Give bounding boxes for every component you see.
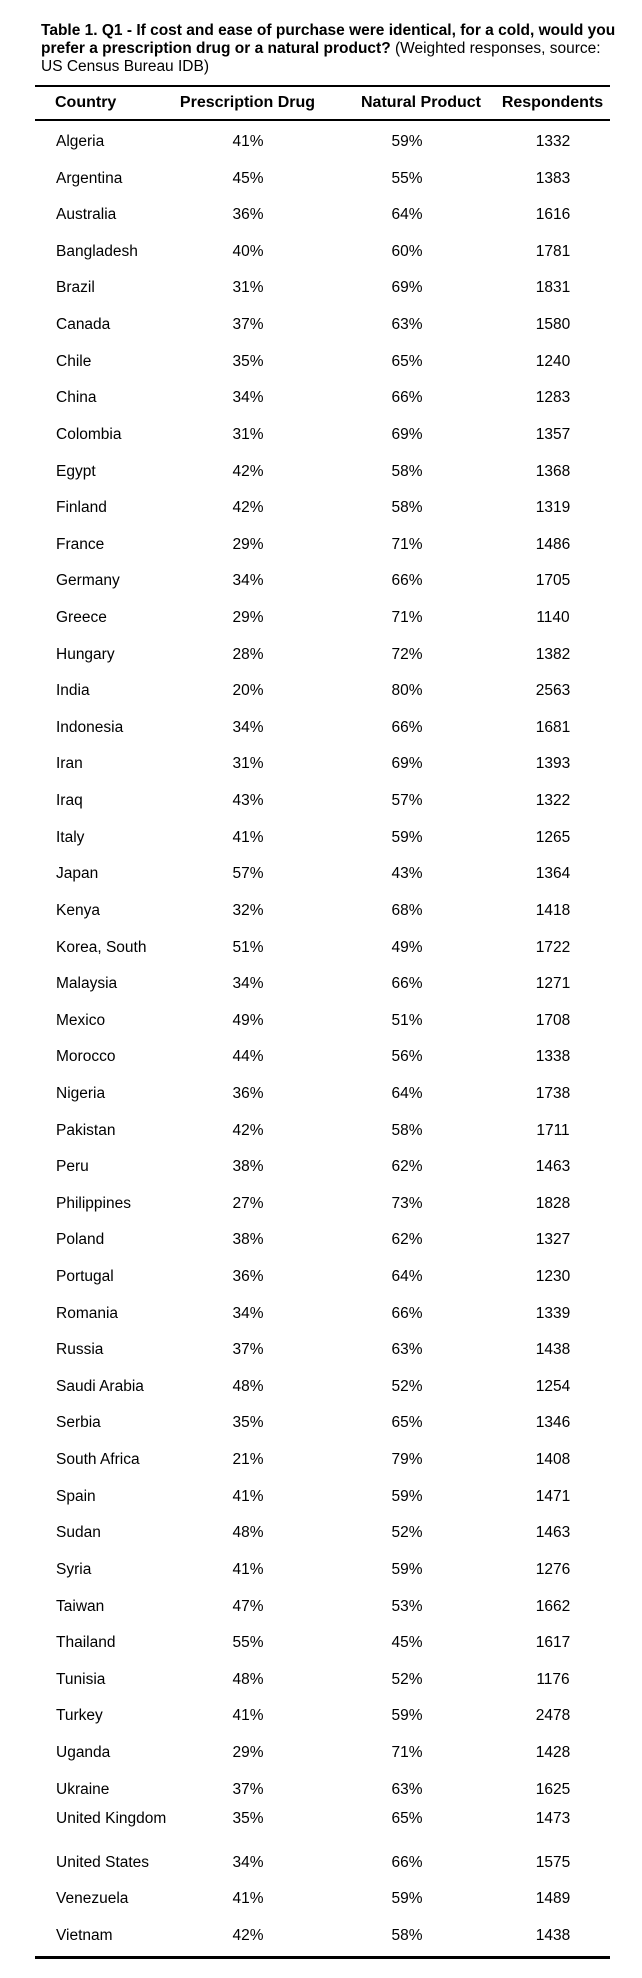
cell-prescription: 49% (232, 1011, 264, 1029)
cell-country: Colombia (56, 425, 122, 443)
cell-natural: 58% (391, 1121, 423, 1139)
cell-prescription: 37% (232, 316, 264, 334)
cell-respondents: 1383 (535, 169, 571, 187)
cell-prescription: 38% (232, 1231, 264, 1249)
header-natural: Natural Product (360, 94, 481, 111)
cell-prescription: 29% (232, 609, 264, 626)
cell-natural: 62% (391, 1158, 423, 1176)
cell-respondents: 1382 (535, 645, 571, 663)
cell-natural: 57% (391, 792, 423, 809)
cell-natural: 72% (391, 645, 423, 663)
cell-natural: 73% (391, 1194, 423, 1212)
cell-respondents: 1463 (535, 1524, 571, 1542)
cell-natural: 58% (391, 1927, 423, 1944)
cell-natural: 52% (391, 1377, 423, 1395)
cell-country: Turkey (56, 1707, 103, 1725)
cell-respondents: 1438 (535, 1341, 571, 1359)
cell-respondents: 1364 (535, 865, 571, 883)
cell-prescription: 36% (232, 1268, 264, 1285)
cell-respondents: 1283 (535, 389, 571, 407)
cell-prescription: 35% (232, 352, 264, 370)
cell-prescription: 57% (232, 865, 264, 883)
cell-natural: 66% (391, 572, 423, 590)
cell-natural: 59% (391, 133, 423, 150)
cell-prescription: 36% (232, 206, 264, 224)
header-country: Country (55, 94, 117, 111)
cell-respondents: 1276 (535, 1560, 571, 1578)
cell-country: Finland (56, 499, 107, 517)
cell-respondents: 1271 (535, 975, 571, 993)
cell-prescription: 28% (232, 645, 264, 663)
cell-respondents: 1708 (535, 1011, 571, 1029)
caption-source: (Weighted responses, source: US Census Bureau IDB) (41, 40, 601, 75)
cell-respondents: 1322 (535, 792, 571, 809)
cell-country: United States (56, 1853, 150, 1871)
cell-prescription: 34% (232, 572, 264, 590)
cell-country: Germany (56, 572, 120, 590)
cell-natural: 63% (391, 1780, 423, 1798)
cell-respondents: 1616 (535, 206, 571, 224)
cell-natural: 49% (391, 938, 423, 956)
cell-respondents: 1140 (536, 609, 570, 626)
cell-natural: 63% (391, 1341, 423, 1359)
cell-natural: 55% (391, 169, 423, 187)
cell-prescription: 37% (232, 1780, 264, 1798)
cell-prescription: 51% (232, 938, 264, 956)
cell-natural: 43% (391, 865, 423, 883)
cell-respondents: 1368 (535, 462, 571, 480)
cell-country: Serbia (56, 1414, 101, 1432)
header-prescription: Prescription Drug (179, 94, 316, 111)
cell-prescription: 37% (232, 1341, 264, 1359)
cell-country: India (56, 682, 90, 700)
cell-natural: 69% (391, 425, 423, 443)
cell-country: Iran (56, 755, 83, 773)
cell-prescription: 34% (232, 975, 264, 993)
cell-natural: 59% (391, 1707, 423, 1725)
cell-country: Taiwan (56, 1597, 105, 1615)
cell-country: Portugal (56, 1268, 114, 1285)
cell-prescription: 38% (232, 1158, 264, 1176)
cell-natural: 66% (391, 975, 423, 993)
cell-country: Nigeria (56, 1084, 106, 1102)
cell-prescription: 45% (232, 169, 264, 187)
caption-title: Table 1. Q1 - If cost and ease of purchase were identical, for a cold, would you prefer a prescription drug or a natural product? (41, 22, 616, 57)
cell-prescription: 32% (232, 901, 264, 919)
cell-respondents: 1240 (535, 352, 571, 370)
cell-country: Egypt (56, 462, 96, 480)
cell-natural: 66% (391, 1304, 423, 1322)
cell-respondents: 1438 (535, 1927, 571, 1944)
cell-prescription: 20% (232, 682, 264, 700)
cell-country: Argentina (56, 169, 123, 187)
cell-country: Chile (56, 352, 92, 370)
cell-respondents: 1781 (535, 242, 571, 260)
cell-respondents: 1339 (535, 1304, 571, 1322)
cell-country: Uganda (56, 1743, 111, 1761)
cell-country: Greece (56, 609, 107, 626)
cell-prescription: 42% (232, 499, 264, 517)
cell-prescription: 34% (232, 389, 264, 407)
cell-respondents: 1681 (535, 718, 571, 736)
cell-natural: 64% (391, 1268, 423, 1285)
cell-prescription: 55% (232, 1634, 264, 1652)
cell-prescription: 43% (232, 792, 264, 809)
cell-respondents: 1265 (535, 828, 571, 846)
cell-prescription: 34% (232, 718, 264, 736)
cell-country: Spain (56, 1487, 96, 1505)
cell-natural: 64% (391, 1084, 423, 1102)
cell-prescription: 48% (232, 1524, 264, 1542)
cell-respondents: 1463 (535, 1158, 571, 1176)
cell-prescription: 27% (232, 1194, 264, 1212)
cell-country: Romania (56, 1304, 119, 1322)
cell-country: Mexico (56, 1011, 106, 1029)
cell-natural: 59% (391, 1487, 423, 1505)
cell-natural: 58% (391, 462, 423, 480)
cell-natural: 69% (391, 279, 423, 297)
cell-respondents: 1738 (535, 1084, 571, 1102)
cell-natural: 71% (391, 1743, 423, 1761)
table-header-rule (35, 119, 610, 121)
cell-respondents: 1408 (535, 1451, 571, 1468)
cell-respondents: 1831 (535, 279, 571, 297)
cell-respondents: 1327 (535, 1231, 571, 1249)
cell-respondents: 1580 (535, 316, 571, 334)
cell-country: Russia (56, 1341, 104, 1359)
cell-respondents: 1471 (535, 1487, 571, 1505)
cell-natural: 71% (391, 609, 423, 626)
cell-country: Bangladesh (56, 242, 138, 260)
cell-respondents: 1393 (535, 755, 571, 773)
cell-country: Ukraine (56, 1780, 110, 1798)
cell-natural: 79% (391, 1451, 423, 1468)
cell-respondents: 1428 (535, 1743, 571, 1761)
cell-country: Tunisia (56, 1670, 106, 1688)
cell-prescription: 41% (232, 1707, 264, 1725)
cell-country: Korea, South (56, 938, 147, 956)
cell-respondents: 1418 (535, 901, 571, 919)
cell-respondents: 1346 (535, 1414, 571, 1432)
header-respondents: Respondents (501, 94, 604, 111)
cell-respondents: 1176 (536, 1670, 570, 1688)
cell-prescription: 34% (232, 1304, 264, 1322)
cell-country: Pakistan (56, 1121, 116, 1139)
cell-natural: 68% (391, 901, 423, 919)
cell-natural: 66% (391, 1853, 423, 1871)
cell-country: Morocco (56, 1048, 116, 1066)
cell-prescription: 41% (232, 1890, 264, 1908)
cell-prescription: 31% (232, 279, 264, 297)
cell-country: Poland (56, 1231, 105, 1249)
cell-prescription: 48% (232, 1377, 264, 1395)
cell-respondents: 1338 (535, 1048, 571, 1066)
cell-country: France (56, 535, 105, 553)
cell-natural: 66% (391, 389, 423, 407)
cell-country: Algeria (56, 133, 105, 150)
cell-prescription: 35% (232, 1810, 264, 1828)
cell-country: Vietnam (56, 1927, 113, 1944)
cell-natural: 62% (391, 1231, 423, 1249)
cell-natural: 59% (391, 828, 423, 846)
cell-prescription: 47% (232, 1597, 264, 1615)
cell-country: Hungary (56, 645, 115, 663)
cell-respondents: 1711 (536, 1121, 570, 1139)
cell-country: Peru (56, 1158, 89, 1176)
cell-country: Italy (56, 828, 85, 846)
cell-respondents: 1357 (535, 425, 571, 443)
cell-respondents: 1489 (535, 1890, 571, 1908)
cell-country: Japan (56, 865, 99, 883)
cell-country: Canada (56, 316, 111, 334)
cell-natural: 65% (391, 1810, 423, 1828)
cell-respondents: 1662 (535, 1597, 571, 1615)
cell-country: Venezuela (56, 1890, 129, 1908)
cell-prescription: 42% (232, 1927, 264, 1944)
cell-prescription: 29% (232, 1743, 264, 1761)
cell-natural: 65% (391, 1414, 423, 1432)
cell-natural: 52% (391, 1524, 423, 1542)
cell-respondents: 1486 (535, 535, 571, 553)
cell-prescription: 29% (232, 535, 264, 553)
cell-respondents: 1617 (535, 1634, 571, 1652)
cell-prescription: 35% (232, 1414, 264, 1432)
cell-country: China (56, 389, 97, 407)
cell-country: Sudan (56, 1524, 101, 1542)
cell-natural: 66% (391, 718, 423, 736)
cell-country: Australia (56, 206, 117, 224)
cell-respondents: 1625 (535, 1780, 571, 1798)
cell-natural: 65% (391, 352, 423, 370)
cell-respondents: 2478 (535, 1707, 571, 1725)
table-bottom-rule (35, 1956, 610, 1959)
cell-country: Thailand (56, 1634, 116, 1652)
cell-respondents: 2563 (535, 682, 571, 700)
cell-prescription: 40% (232, 242, 264, 260)
cell-prescription: 41% (232, 1487, 264, 1505)
cell-country: Brazil (56, 279, 95, 297)
cell-natural: 69% (391, 755, 423, 773)
cell-respondents: 1473 (535, 1810, 571, 1828)
table-caption (41, 22, 616, 76)
cell-natural: 80% (391, 682, 423, 700)
cell-country: Saudi Arabia (56, 1377, 144, 1395)
cell-natural: 51% (391, 1011, 423, 1029)
cell-prescription: 44% (232, 1048, 264, 1066)
cell-respondents: 1828 (535, 1194, 571, 1212)
cell-prescription: 42% (232, 462, 264, 480)
cell-respondents: 1332 (535, 133, 571, 150)
cell-country: South Africa (56, 1451, 140, 1468)
cell-respondents: 1705 (535, 572, 571, 590)
cell-country: Malaysia (56, 975, 118, 993)
cell-respondents: 1254 (535, 1377, 571, 1395)
cell-natural: 52% (391, 1670, 423, 1688)
cell-prescription: 41% (232, 1560, 264, 1578)
cell-natural: 59% (391, 1890, 423, 1908)
cell-natural: 63% (391, 316, 423, 334)
cell-natural: 59% (391, 1560, 423, 1578)
cell-prescription: 42% (232, 1121, 264, 1139)
cell-respondents: 1230 (535, 1268, 571, 1285)
cell-prescription: 41% (232, 133, 264, 150)
cell-natural: 60% (391, 242, 423, 260)
cell-country: Syria (56, 1560, 92, 1578)
cell-prescription: 21% (232, 1451, 264, 1468)
cell-natural: 53% (391, 1597, 423, 1615)
cell-country: United Kingdom (56, 1810, 167, 1828)
table-header (35, 89, 610, 117)
table-top-rule (35, 85, 610, 87)
cell-respondents: 1575 (535, 1853, 571, 1871)
cell-country: Indonesia (56, 718, 124, 736)
cell-respondents: 1722 (535, 938, 571, 956)
cell-respondents: 1319 (535, 499, 571, 517)
cell-country: Iraq (56, 792, 83, 809)
cell-natural: 56% (391, 1048, 423, 1066)
cell-natural: 45% (391, 1634, 423, 1652)
cell-country: Philippines (56, 1194, 131, 1212)
cell-natural: 64% (391, 206, 423, 224)
cell-natural: 58% (391, 499, 423, 517)
cell-natural: 71% (391, 535, 423, 553)
cell-prescription: 31% (232, 755, 264, 773)
cell-prescription: 34% (232, 1853, 264, 1871)
cell-prescription: 36% (232, 1084, 264, 1102)
cell-country: Kenya (56, 901, 100, 919)
cell-prescription: 41% (232, 828, 264, 846)
cell-prescription: 31% (232, 425, 264, 443)
cell-prescription: 48% (232, 1670, 264, 1688)
